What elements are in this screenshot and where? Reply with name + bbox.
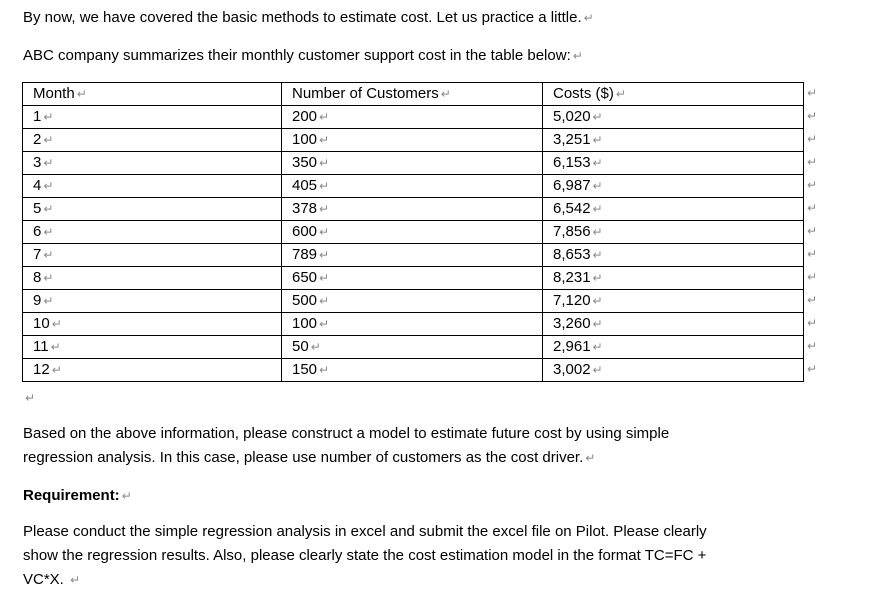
cell-mark-icon (593, 130, 603, 151)
cell-mark-icon (593, 314, 603, 335)
instruction-line-1: Based on the above information, please construct a model to estimate future cost by using simple (23, 425, 670, 442)
cell-costs: 7,856↵ (543, 221, 804, 244)
header-customers: Number of Customers↵ (282, 83, 543, 106)
instruction-paragraph (23, 422, 669, 470)
cell-mark-icon (593, 291, 603, 312)
table-caption-text: ABC company summarizes their monthly customer support cost in the table below: (23, 47, 571, 64)
cell-mark-icon (593, 107, 603, 128)
row-end-mark-icon (807, 197, 823, 220)
cell-mark-icon (593, 199, 603, 220)
cell-customers: 405↵ (282, 175, 543, 198)
cell-customers: 50↵ (282, 336, 543, 359)
paragraph-mark-icon (70, 568, 80, 592)
cell-mark-icon (593, 245, 603, 266)
cell-costs: 6,542↵ (543, 198, 804, 221)
requirement-line-1: Please conduct the simple regression analysis in excel and submit the excel file on Pilot. Please clearly (23, 523, 707, 540)
cell-month: 4↵ (23, 175, 282, 198)
cell-mark-icon (593, 360, 603, 381)
cell-mark-icon (593, 222, 603, 243)
cell-mark-icon (43, 291, 53, 312)
cell-month: 5↵ (23, 198, 282, 221)
cell-mark-icon (77, 84, 87, 105)
cell-month: 6↵ (23, 221, 282, 244)
paragraph-mark-icon (573, 44, 583, 68)
cell-customers: 378↵ (282, 198, 543, 221)
row-end-mark-icon (807, 82, 823, 105)
row-end-mark-icon (807, 128, 823, 151)
header-month: Month↵ (23, 83, 282, 106)
cell-customers: 650↵ (282, 267, 543, 290)
requirement-paragraph (23, 520, 707, 592)
table-caption-paragraph (23, 44, 583, 68)
cell-month: 10↵ (23, 313, 282, 336)
table-row (23, 359, 804, 382)
row-end-mark-icon (807, 174, 823, 197)
table-row (23, 106, 804, 129)
table-row (23, 129, 804, 152)
cell-mark-icon (51, 337, 61, 358)
cell-costs: 7,120↵ (543, 290, 804, 313)
cell-costs: 8,653↵ (543, 244, 804, 267)
table-row (23, 313, 804, 336)
paragraph-mark-icon (584, 6, 594, 30)
cell-mark-icon (319, 245, 329, 266)
cell-mark-icon (43, 268, 53, 289)
cell-mark-icon (43, 222, 53, 243)
cell-costs: 8,231↵ (543, 267, 804, 290)
cell-customers: 150↵ (282, 359, 543, 382)
cell-mark-icon (441, 84, 451, 105)
cell-customers: 789↵ (282, 244, 543, 267)
table-row (23, 244, 804, 267)
intro-text: By now, we have covered the basic methods to estimate cost. Let us practice a little. (23, 9, 582, 26)
paragraph-mark-icon (25, 386, 35, 410)
cell-mark-icon (319, 130, 329, 151)
cell-mark-icon (319, 314, 329, 335)
table-header-row (23, 83, 804, 106)
cell-mark-icon (319, 360, 329, 381)
row-end-mark-icon (807, 105, 823, 128)
row-end-mark-icon (807, 243, 823, 266)
cell-mark-icon (43, 199, 53, 220)
cell-customers: 350↵ (282, 152, 543, 175)
row-end-mark-icon (807, 358, 823, 381)
cell-costs: 6,153↵ (543, 152, 804, 175)
cell-mark-icon (43, 176, 53, 197)
cell-mark-icon (52, 314, 62, 335)
cell-mark-icon (616, 84, 626, 105)
cell-mark-icon (43, 107, 53, 128)
cell-customers: 100↵ (282, 313, 543, 336)
cell-costs: 2,961↵ (543, 336, 804, 359)
requirement-line-2: show the regression results. Also, please clearly state the cost estimation model in the format TC=FC + (23, 547, 707, 564)
cell-mark-icon (43, 130, 53, 151)
table-row (23, 152, 804, 175)
cell-costs: 3,260↵ (543, 313, 804, 336)
cell-month: 11↵ (23, 336, 282, 359)
cell-mark-icon (319, 176, 329, 197)
row-end-marks (807, 82, 823, 381)
row-end-mark-icon (807, 289, 823, 312)
cell-mark-icon (311, 337, 321, 358)
header-costs: Costs ($)↵ (543, 83, 804, 106)
cell-mark-icon (319, 107, 329, 128)
requirement-heading: Requirement:↵ (23, 484, 132, 508)
cost-table (22, 82, 804, 382)
row-end-mark-icon (807, 220, 823, 243)
cell-costs: 3,002↵ (543, 359, 804, 382)
cell-month: 8↵ (23, 267, 282, 290)
cell-customers: 200↵ (282, 106, 543, 129)
table-row (23, 198, 804, 221)
table-row (23, 267, 804, 290)
cell-month: 1↵ (23, 106, 282, 129)
empty-paragraph (23, 386, 35, 410)
cell-mark-icon (319, 291, 329, 312)
cell-month: 2↵ (23, 129, 282, 152)
cell-month: 9↵ (23, 290, 282, 313)
cell-mark-icon (43, 153, 53, 174)
cell-costs: 6,987↵ (543, 175, 804, 198)
cell-customers: 100↵ (282, 129, 543, 152)
cell-mark-icon (593, 176, 603, 197)
cell-mark-icon (593, 337, 603, 358)
paragraph-mark-icon (122, 484, 132, 508)
paragraph-mark-icon (585, 446, 595, 470)
cell-customers: 600↵ (282, 221, 543, 244)
row-end-mark-icon (807, 335, 823, 358)
table-row (23, 221, 804, 244)
cell-month: 12↵ (23, 359, 282, 382)
cell-costs: 3,251↵ (543, 129, 804, 152)
cell-mark-icon (319, 153, 329, 174)
table-row (23, 175, 804, 198)
cell-mark-icon (593, 268, 603, 289)
table-row (23, 290, 804, 313)
row-end-mark-icon (807, 266, 823, 289)
cell-mark-icon (319, 199, 329, 220)
cell-mark-icon (593, 153, 603, 174)
cell-mark-icon (43, 245, 53, 266)
intro-paragraph (23, 6, 594, 30)
row-end-mark-icon (807, 312, 823, 335)
instruction-line-2: regression analysis. In this case, please use number of customers as the cost driver.↵ (23, 446, 669, 470)
requirement-line-3: VC*X. ↵ (23, 568, 707, 592)
cell-month: 7↵ (23, 244, 282, 267)
cell-mark-icon (319, 268, 329, 289)
row-end-mark-icon (807, 151, 823, 174)
cell-month: 3↵ (23, 152, 282, 175)
cell-mark-icon (52, 360, 62, 381)
table-row (23, 336, 804, 359)
cell-costs: 5,020↵ (543, 106, 804, 129)
cell-mark-icon (319, 222, 329, 243)
cell-customers: 500↵ (282, 290, 543, 313)
